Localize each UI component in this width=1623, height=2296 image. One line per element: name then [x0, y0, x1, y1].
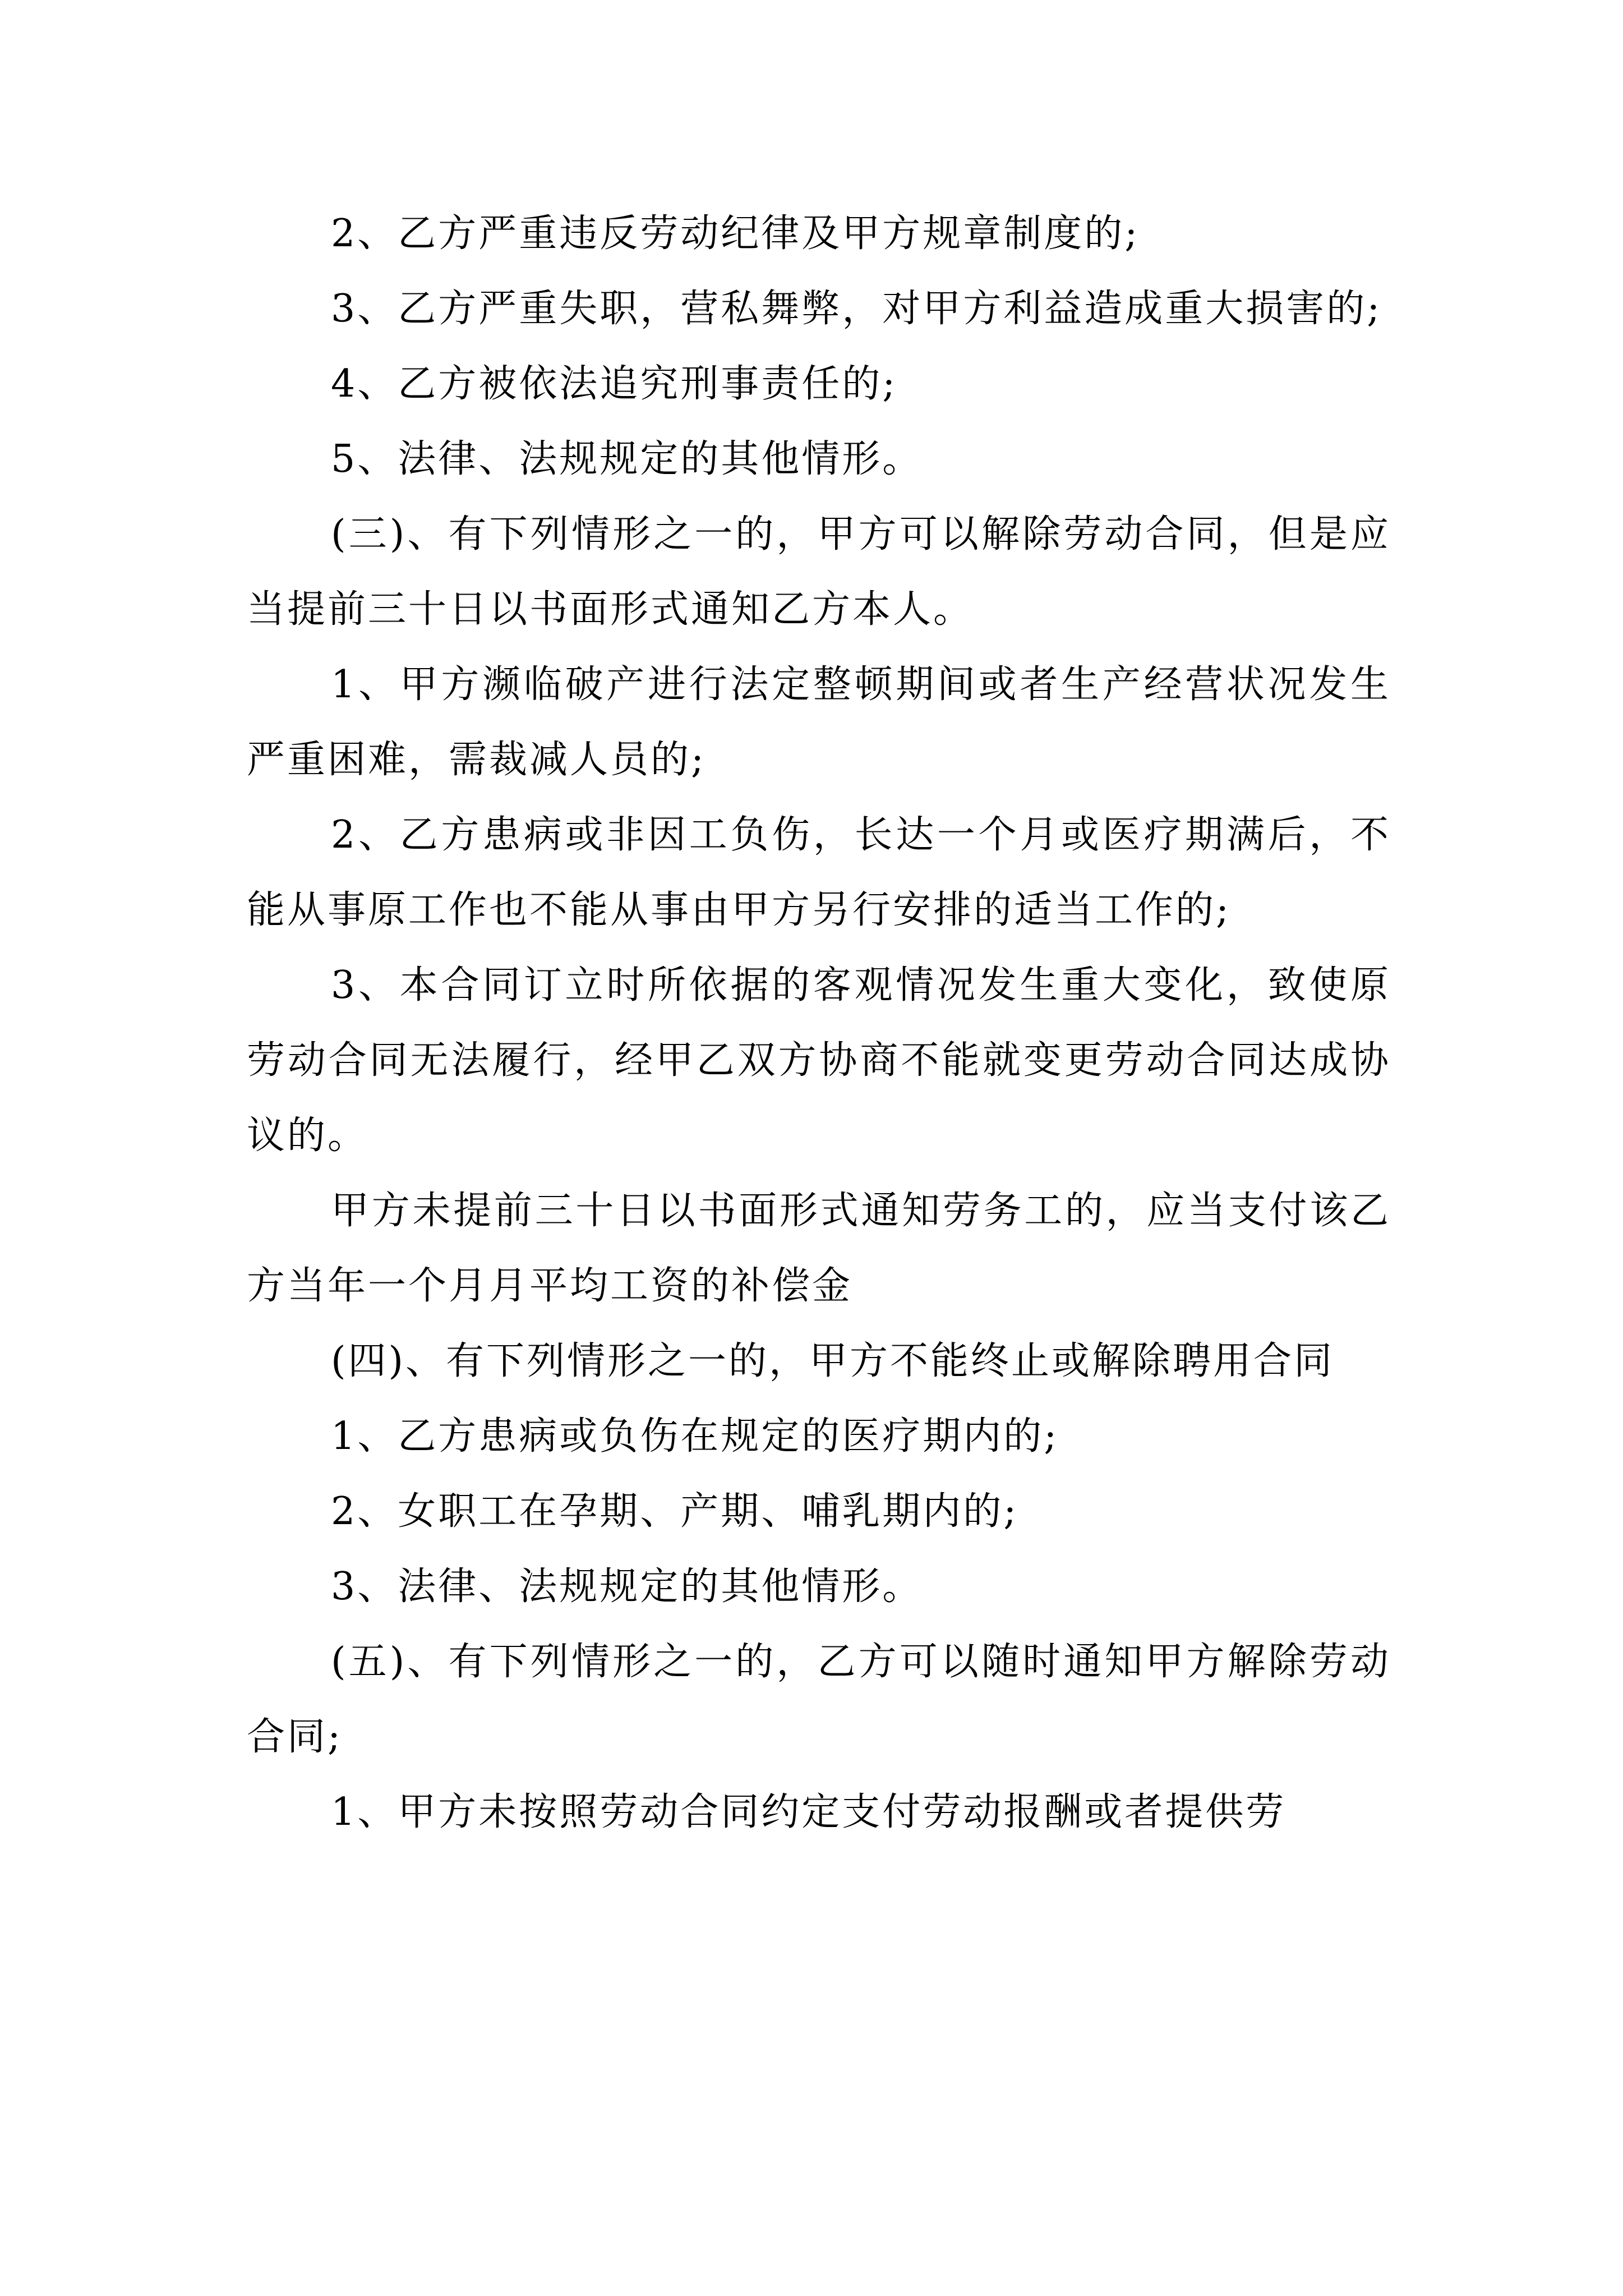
paragraph-section-4-item-3: 3、法律、法规规定的其他情形。	[331, 1565, 923, 1609]
paragraph-section-5: (五)、有下列情形之一的，乙方可以随时通知甲方解除劳动合同;	[247, 1640, 1391, 1759]
paragraph-section-4: (四)、有下列情形之一的，甲方不能终止或解除聘用合同	[331, 1339, 1335, 1383]
paragraph-section-4-item-1: 1、乙方患病或负伤在规定的医疗期内的;	[331, 1414, 1059, 1458]
document-body	[247, 196, 1391, 1850]
paragraph-section-3: (三)、有下列情形之一的，甲方可以解除劳动合同，但是应当提前三十日以书面形式通知乙方本人。	[247, 512, 1391, 632]
paragraph-section-3-item-1: 1、甲方濒临破产进行法定整顿期间或者生产经营状况发生严重困难，需裁减人员的;	[247, 662, 1391, 782]
paragraph-clause-4: 4、乙方被依法追究刑事责任的;	[331, 362, 898, 406]
paragraph-clause-5: 5、法律、法规规定的其他情形。	[331, 437, 923, 481]
paragraph-clause-2: 2、乙方严重违反劳动纪律及甲方规章制度的;	[331, 211, 1140, 256]
paragraph-section-3-item-2: 2、乙方患病或非因工负伤，长达一个月或医疗期满后，不能从事原工作也不能从事由甲方另行安排的适当工作的;	[247, 813, 1391, 932]
paragraph-compensation: 甲方未提前三十日以书面形式通知劳务工的，应当支付该乙方当年一个月月平均工资的补偿金	[247, 1189, 1391, 1308]
paragraph-section-4-item-2: 2、女职工在孕期、产期、哺乳期内的;	[331, 1489, 1019, 1534]
paragraph-section-5-item-1: 1、甲方未按照劳动合同约定支付劳动报酬或者提供劳	[331, 1790, 1287, 1834]
paragraph-clause-3: 3、乙方严重失职，营私舞弊，对甲方利益造成重大损害的;	[331, 287, 1382, 331]
paragraph-section-3-item-3: 3、本合同订立时所依据的客观情况发生重大变化，致使原劳动合同无法履行，经甲乙双方协商不能就变更劳动合同达成协议的。	[247, 963, 1391, 1158]
